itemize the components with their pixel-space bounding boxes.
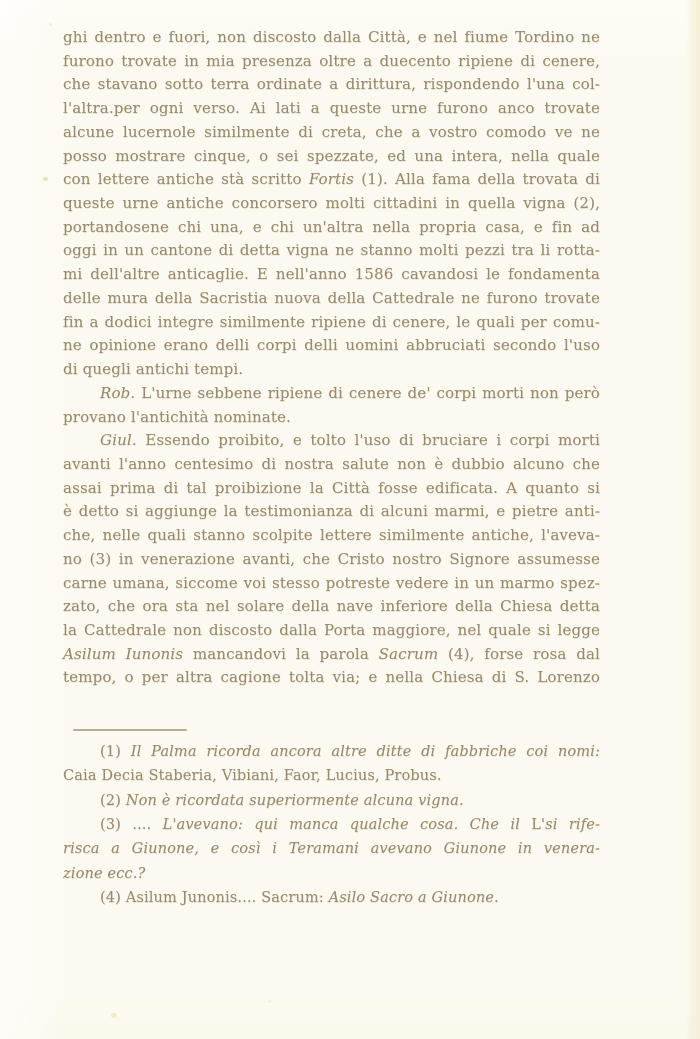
- text-line: [63, 764, 600, 788]
- text-segment: zato, che ora sta nel solare della nave inferiore della Chiesa detta: [63, 597, 600, 616]
- text-line: [63, 886, 600, 910]
- paper-speck: [43, 177, 48, 181]
- italic-text-segment: Giul.: [100, 431, 137, 450]
- text-line: [63, 595, 600, 619]
- paper-speck: [49, 23, 52, 26]
- text-segment: delle mura della Sacristia nuova della Cattedrale ne furono trovate: [63, 288, 600, 307]
- text-line: [63, 382, 600, 406]
- text-segment: carne umana, siccome voi stesso potreste vedere in un marmo spez-: [63, 573, 600, 592]
- footnote-block: [63, 740, 600, 910]
- text-line: [63, 500, 600, 524]
- text-line: [63, 837, 600, 861]
- text-segment: fin a dodici integre similmente ripiene di cenere, le quali per comu-: [63, 312, 600, 331]
- text-line: [63, 862, 600, 886]
- paper-speck: [268, 1000, 272, 1003]
- text-segment: mi dell'altre anticaglie. E nell'anno 1586 cavandosi le fondamenta: [63, 265, 600, 284]
- text-segment: L': [531, 817, 546, 834]
- text-segment: che, nelle quali stanno scolpite lettere similmente antiche, l'aveva-: [63, 526, 600, 545]
- italic-text-segment: zione ecc.?: [63, 865, 146, 882]
- text-line: [63, 192, 600, 216]
- text-segment: con lettere antiche stà scritto: [63, 170, 309, 189]
- text-segment: alcune lucernole similmente di creta, che a vostro comodo ve ne: [63, 122, 600, 141]
- text-line: [63, 168, 600, 192]
- text-segment: provano l'antichità nominate.: [63, 407, 291, 426]
- text-segment: posso mostrare cinque, o sei spezzate, ed una intera, nella quale: [63, 146, 600, 165]
- text-segment: l'altra.per ogni verso. Ai lati a queste urne furono anco trovate: [63, 99, 600, 118]
- text-segment: Caia Decia Staberia, Vibiani, Faor, Lucius, Probus.: [63, 768, 442, 785]
- text-line: [63, 406, 600, 430]
- italic-text-segment: Asilo Sacro a Giunone.: [328, 890, 499, 907]
- text-line: [63, 572, 600, 596]
- italic-text-segment: risca a Giunone, e così i Teramani avevano Giunone in venera-: [63, 841, 600, 858]
- text-line: [63, 334, 600, 358]
- text-line: [63, 97, 600, 121]
- text-line: [63, 73, 600, 97]
- text-segment: portandosene chi una, e chi un'altra nella propria casa, e fin ad: [63, 217, 600, 236]
- italic-text-segment: Fortis: [308, 170, 355, 189]
- text-line: [63, 548, 600, 572]
- text-segment: (1). Alla fama della trovata di: [354, 170, 600, 189]
- text-line: [63, 216, 600, 240]
- text-segment: (4), forse rosa dal: [438, 644, 600, 663]
- paper-speck: [111, 1013, 117, 1018]
- text-line: [63, 239, 600, 263]
- text-segment: assai prima di tal proibizione la Città fosse edificata. A quanto si: [63, 478, 600, 497]
- text-line: [63, 50, 600, 74]
- text-line: [63, 358, 600, 382]
- text-segment: di quegli antichi tempi.: [63, 360, 244, 379]
- text-line: [63, 477, 600, 501]
- text-line: [63, 524, 600, 548]
- italic-text-segment: Rob.: [100, 383, 136, 402]
- text-segment: L'urne sebbene ripiene di cenere de' corpi morti non però: [135, 383, 600, 402]
- text-segment: ghi dentro e fuori, non discosto dalla Città, e nel fiume Tordino ne: [63, 28, 600, 46]
- text-line: [63, 813, 600, 837]
- italic-text-segment: L'avevano: qui manca qualche cosa. Che il: [162, 817, 532, 834]
- body-text-block: [63, 26, 600, 690]
- text-line: [63, 666, 600, 690]
- text-line: [63, 311, 600, 335]
- text-segment: la Cattedrale non discosto dalla Porta maggiore, nel quale si legge: [63, 620, 600, 639]
- text-segment: queste urne antiche concorsero molti cittadini in quella vigna (2),: [63, 194, 600, 213]
- text-line: [63, 453, 600, 477]
- italic-text-segment: Sacrum: [378, 644, 439, 663]
- italic-text-segment: si rife-: [545, 817, 601, 834]
- text-segment: avanti l'anno centesimo di nostra salute non è dubbio alcuno che: [63, 454, 600, 473]
- text-segment: furono trovate in mia presenza oltre a duecento ripiene di cenere,: [63, 51, 600, 70]
- footnote-separator: [73, 729, 187, 731]
- text-segment: tempo, o per altra cagione tolta via; e nella Chiesa di S. Lorenzo: [63, 668, 600, 687]
- text-line: [63, 145, 600, 169]
- text-segment: (3) ....: [100, 817, 163, 834]
- text-segment: oggi in un cantone di detta vigna ne stanno molti pezzi tra li rotta-: [63, 241, 600, 260]
- text-line: [63, 26, 600, 50]
- text-segment: (4) Asilum Junonis.... Sacrum:: [100, 890, 329, 907]
- italic-text-segment: Non è ricordata superiormente alcuna vigna.: [125, 792, 464, 809]
- text-line: [63, 619, 600, 643]
- text-segment: che stavano sotto terra ordinate a dirittura, rispondendo l'una col-: [63, 75, 600, 94]
- text-segment: è detto si aggiunge la testimonianza di alcuni marmi, e pietre anti-: [63, 502, 600, 521]
- text-segment: (1): [100, 744, 131, 760]
- text-segment: (2): [100, 792, 126, 809]
- text-segment: mancandovi la parola: [183, 644, 379, 663]
- text-line: [63, 263, 600, 287]
- italic-text-segment: Asilum Iunonis: [63, 644, 184, 663]
- text-line: [63, 429, 600, 453]
- italic-text-segment: Il Palma ricorda ancora altre ditte di fabbriche coi nomi:: [130, 744, 600, 760]
- text-line: [63, 121, 600, 145]
- text-line: [63, 643, 600, 667]
- text-line: [63, 287, 600, 311]
- text-segment: ne opinione erano delli corpi delli uomini abbruciati secondo l'uso: [63, 336, 600, 355]
- page-right-edge-shadow: [688, 0, 700, 1039]
- text-line: [63, 789, 600, 813]
- text-segment: Essendo proibito, e tolto l'uso di bruciare i corpi morti: [136, 431, 600, 450]
- text-line: [63, 740, 600, 764]
- text-segment: no (3) in venerazione avanti, che Cristo nostro Signore assumesse: [63, 549, 600, 568]
